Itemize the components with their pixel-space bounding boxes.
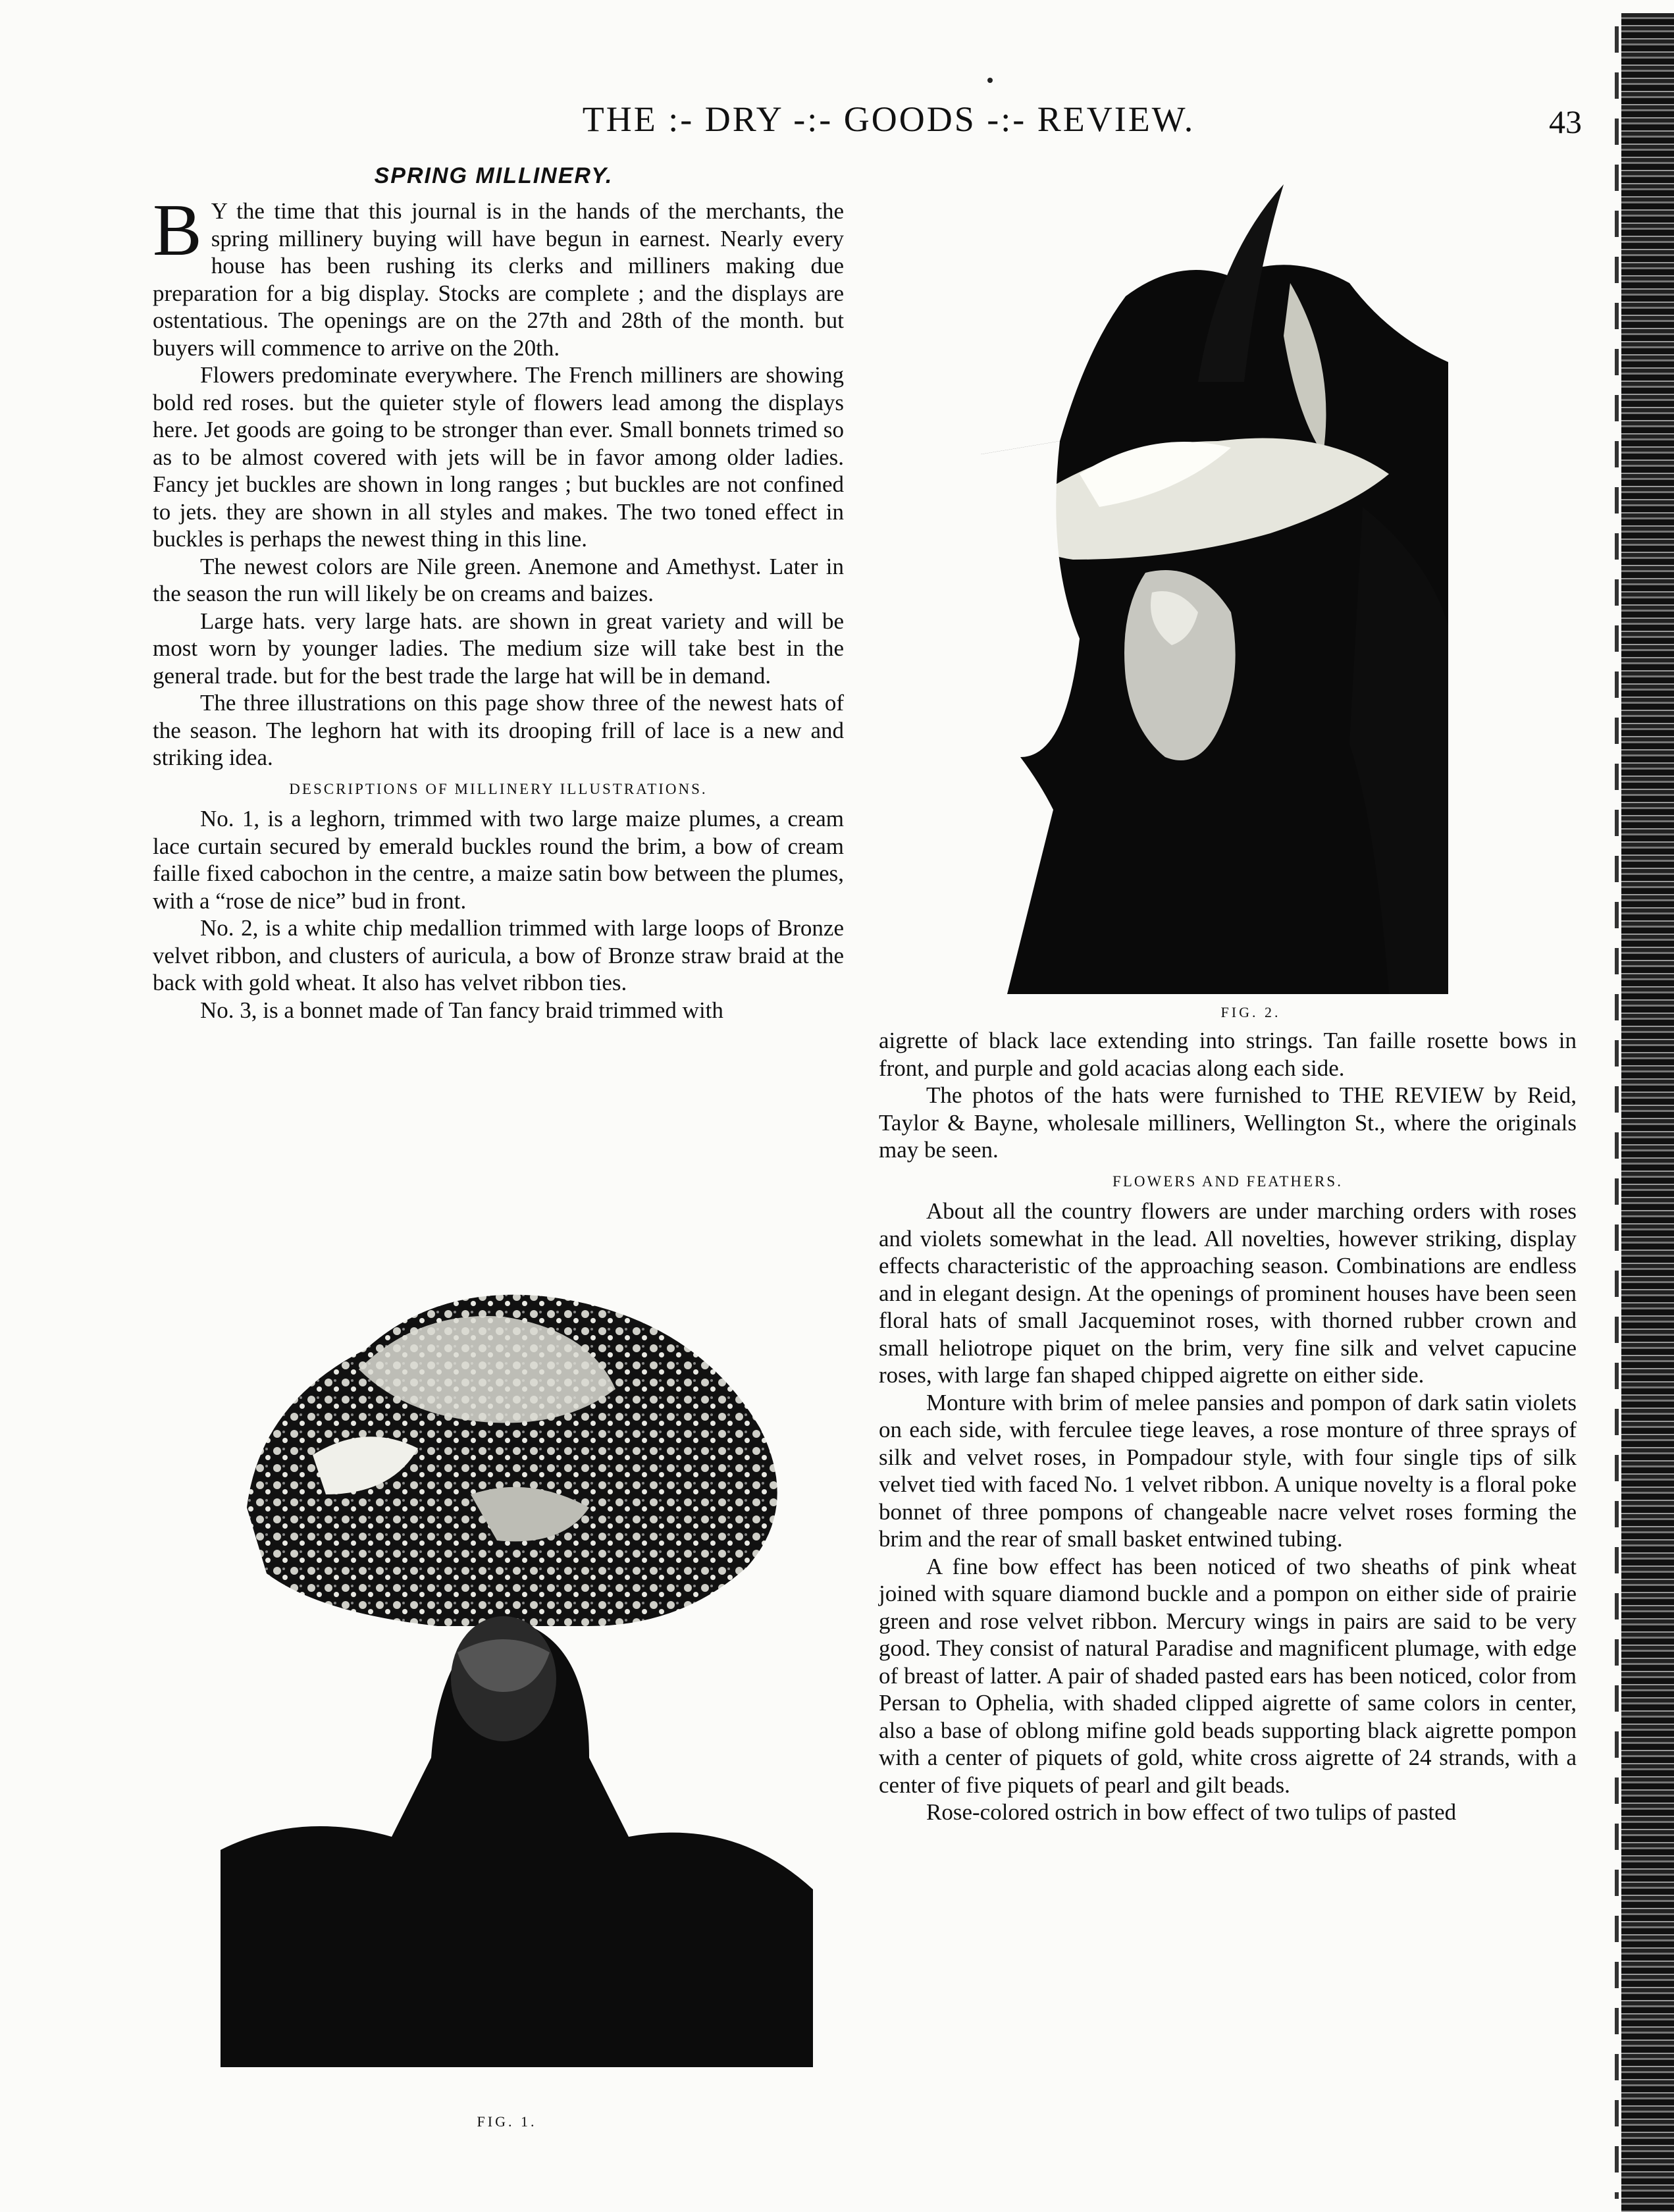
- paragraph-13: A fine bow effect has been noticed of two sheaths of pink wheat joined with square diamond buckle and a pompon on either side of prairie green and rose velvet ribbon. Mercury wings in pairs are said to be very good. They consist of natural Paradise and magnificent plumage, with edge of breast of latter. A pair of shaded pasted ears has been noticed, color from Persan to Ophelia, with shaded clipped aigrette of same colors in center, also a base of oblong mifine gold beads supporting black aigrette pompon with a center of piquets of gold, white cross aigrette of 24 strands, with a center of five piquets of pearl and gilt beads.: [879, 1553, 1577, 1798]
- left-column: [153, 190, 844, 1024]
- paragraph-8: No. 3, is a bonnet made of Tan fancy braid trimmed with: [200, 997, 723, 1023]
- scan-edge-stripe: [1621, 13, 1674, 2212]
- paragraph-10: The photos of the hats were furnished to THE REVIEW by Reid, Taylor & Bayne, wholesale milliners, Wellington St., where the originals may be seen.: [879, 1082, 1577, 1163]
- paragraph-3: The newest colors are Nile green. Anemone and Amethyst. Later in the season the run will likely be on creams and baizes.: [153, 553, 844, 606]
- paragraph-14: Rose-colored ostrich in bow effect of two tulips of pasted: [926, 1799, 1457, 1825]
- fig-2-caption: FIG. 2.: [1220, 1004, 1281, 1020]
- section-heading-flowers: FLOWERS AND FEATHERS.: [1112, 1172, 1343, 1190]
- right-column: [879, 1027, 1577, 1826]
- fig-2-photo: [981, 165, 1448, 994]
- page-number: 43: [1549, 103, 1582, 140]
- hat-illustration: [981, 165, 1448, 994]
- paragraph-1: [153, 190, 844, 361]
- paragraph-5: The three illustrations on this page show three of the newest hats of the season. The leghorn hat with its drooping frill of lace is a new and striking idea.: [153, 690, 844, 770]
- bonnet-illustration: [221, 1257, 813, 2067]
- paragraph-4: Large hats. very large hats. are shown in great variety and will be most worn by younger ladies. The medium size will take best in the general trade. but for the best trade the large hat will be in demand.: [153, 608, 844, 689]
- paragraph-9: aigrette of black lace extending into strings. Tan faille rosette bows in front, and purple and gold acacias along each side.: [879, 1028, 1577, 1081]
- paragraph-7: No. 2, is a white chip medallion trimmed with large loops of Bronze velvet ribbon, and clusters of auricula, a bow of Bronze straw braid at the back with gold wheat. It also has velvet ribbon ties.: [153, 915, 844, 995]
- running-header: THE :- DRY -:- GOODS -:- REVIEW.: [582, 99, 1195, 139]
- scan-speck: [987, 78, 993, 83]
- drop-cap: B: [153, 190, 202, 271]
- article-title: SPRING MILLINERY.: [374, 163, 614, 188]
- section-heading-descriptions: DESCRIPTIONS OF MILLINERY ILLUSTRATIONS.: [289, 780, 708, 797]
- paragraph-11: About all the country flowers are under marching orders with roses and violets somewhat in the lead. All novelties, however striking, display effects characteristic of the approaching season. Combinations are endless and in elegant design. At the openings of prominent houses have been seen floral hats of small Jacqueminot roses, with thorned rubber crown and small heliotrope piquet on the brim, very fine silk and velvet capucine roses, with large fan shaped chipped aigrette on either side.: [879, 1198, 1577, 1388]
- paragraph-1-text: Y the time that this journal is in the hands of the merchants, the spring millinery buying will have begun in earnest. Nearly every house has been rushing its clerks and milliners making due preparation for a big display. Stocks are complete ; and the displays are ostentatious. The openings are on the 27th and 28th of the month. but buyers will commence to arrive on the 20th.: [153, 198, 844, 361]
- paragraph-6: No. 1, is a leghorn, trimmed with two large maize plumes, a cream lace curtain secured by emerald buckles round the brim, a bow of cream faille fixed cabochon in the centre, a maize satin bow between the plumes, with a “rose de nice” bud in front.: [153, 806, 844, 914]
- paragraph-2: Flowers predominate everywhere. The French milliners are showing bold red roses. but the quieter style of flowers lead among the displays here. Jet goods are going to be stronger than ever. Small bonnets trimed so as to be almost covered with jets will be in favor among older ladies. Fancy jet buckles are shown in long ranges ; but buckles are not confined to jets. they are shown in all styles and makes. The two toned effect in buckles is perhaps the newest thing in this line.: [153, 362, 844, 552]
- fig-1-photo: [221, 1257, 813, 2067]
- paragraph-12: Monture with brim of melee pansies and pompon of dark satin violets on each side, with ferculee tiege leaves, a rose monture of three sprays of silk and velvet roses, in Pompadour style, with four single tips of silk velvet tied with faced No. 1 velvet ribbon. A unique novelty is a floral poke bonnet of three pompons of changeable nacre velvet roses forming the brim and the rear of small basket entwined tubing.: [879, 1389, 1577, 1552]
- scan-edge-marks: [1615, 26, 1619, 2199]
- fig-1-caption: FIG. 1.: [477, 2113, 537, 2130]
